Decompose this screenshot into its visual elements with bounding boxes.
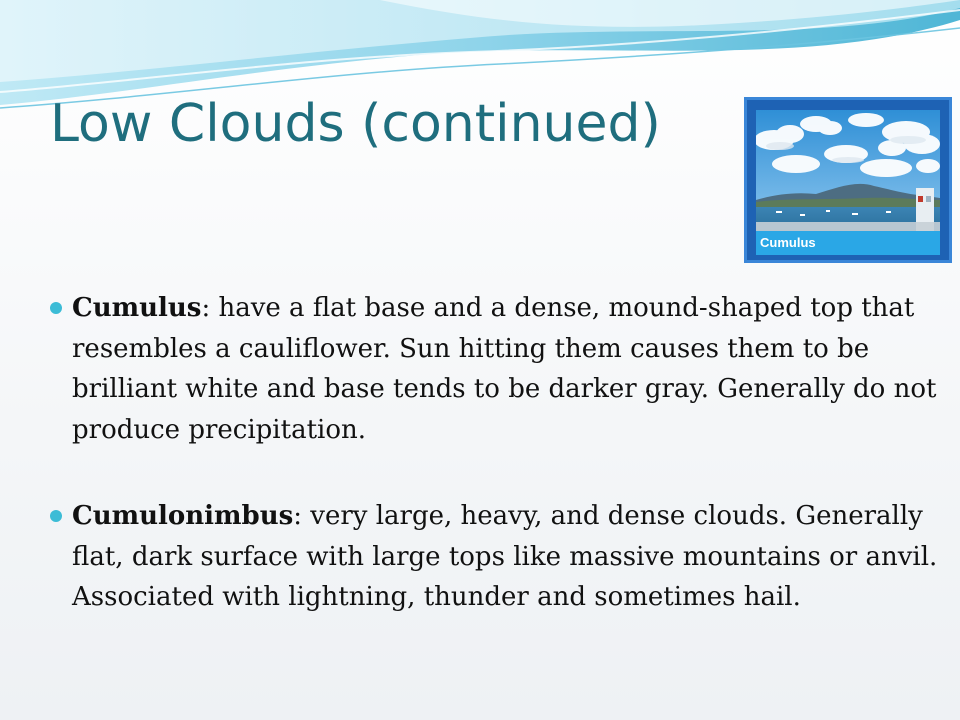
bullet-list xyxy=(50,288,940,618)
photo-caption: Cumulus xyxy=(760,235,816,250)
bullet-term: Cumulus xyxy=(72,293,202,323)
bullet-term: Cumulonimbus xyxy=(72,501,294,531)
cumulus-photo-frame xyxy=(744,97,952,263)
photo-caption-bar xyxy=(756,231,940,255)
bullet-text: : have a flat base and a dense, mound-shaped top that resembles a cauliflower. Sun hitting them causes them to be brilliant white and base tends to be darker gray. Generally do not produce precipitation. xyxy=(72,293,937,445)
cumulus-photo xyxy=(756,110,940,231)
bullet-cumulus xyxy=(50,288,940,450)
bullet-text: : very large, heavy, and dense clouds. Generally flat, dark surface with large tops like massive mountains or anvil. Associated with lightning, thunder and sometimes hail. xyxy=(72,501,938,612)
bullet-dot-icon xyxy=(50,510,62,522)
slide-title: Low Clouds (continued) xyxy=(50,94,661,154)
bullet-cumulonimbus xyxy=(50,496,940,618)
bullet-dot-icon xyxy=(50,302,62,314)
